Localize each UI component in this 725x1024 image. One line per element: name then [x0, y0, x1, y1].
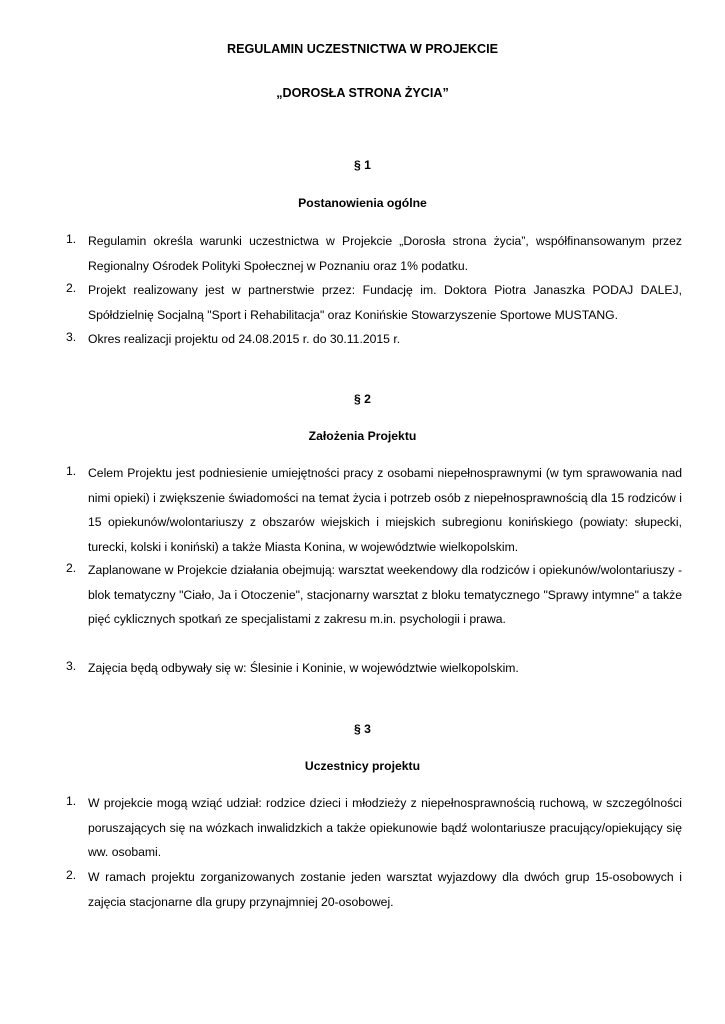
list-item-text: W projekcie mogą wziąć udział: rodzice dzieci i młodzieży z niepełnosprawnością ruchową, w szczególności poruszających się na wózkach inwalidzkich a także opiekunowie bądź wolontariusze pracujący/opiekujący się ww. osobami. — [88, 796, 682, 860]
section-3-heading: Uczestnicy projektu — [304, 759, 421, 773]
section-1-symbol: § 1 — [354, 158, 371, 172]
section-1-heading: Postanowienia ogólne — [298, 196, 427, 210]
list-number: 1. — [66, 794, 77, 808]
list-item-text: Zaplanowane w Projekcie działania obejmują: warsztat weekendowy dla rodziców i opiekunów/wolontariuszy - blok tematyczny "Ciało, Ja i Otoczenie", stacjonarny warsztat z bloku tematycznego "Sprawy intymne" a także pięć cyklicznych spotkań ze specjalistami z zakresu m.in. psychologii i prawa. — [88, 563, 682, 627]
list-item-text: W ramach projektu zorganizowanych zostanie jeden warsztat wyjazdowy dla dwóch grup 15-osobowych i zajęcia stacjonarne dla grupy przynajmniej 20-osobowej. — [88, 870, 682, 909]
list-item-text: Regulamin określa warunki uczestnictwa w Projekcie „Dorosła strona życia”, współfinansowanym przez Regionalny Ośrodek Polityki Społecznej w Poznaniu oraz 1% podatku. — [88, 234, 682, 273]
list-number: 2. — [66, 561, 77, 575]
list-item-text: Projekt realizowany jest w partnerstwie przez: Fundację im. Doktora Piotra Janaszka PODAJ DALEJ, Spółdzielnię Socjalną "Sport i Rehabilitacja" oraz Konińskie Stowarzyszenie Sportowe MUSTANG. — [88, 283, 682, 322]
list-item-text: Okres realizacji projektu od 24.08.2015 r. do 30.11.2015 r. — [88, 332, 401, 346]
section-3-symbol: § 3 — [354, 722, 371, 736]
list-number: 2. — [66, 281, 77, 295]
list-number: 1. — [66, 232, 77, 246]
list-number: 2. — [66, 868, 77, 882]
list-item-text: Celem Projektu jest podniesienie umiejętności pracy z osobami niepełnosprawnymi (w tym sprawowania nad nimi opieki) i zwiększenie świadomości na temat życia i potrzeb osób z niepełnosprawnością dla 15 rodziców i 15 opiekunów/wolontariuszy z obszarów wiejskich i miejskich subregionu konińskiego (powiaty: słupecki, turecki, kolski i koniński) a także Miasta Konina, w województwie wielkopolskim. — [88, 466, 682, 554]
document-title: REGULAMIN UCZESTNICTWA W PROJEKCIE — [227, 42, 498, 56]
list-item-text: Zajęcia będą odbywały się w: Ślesinie i Koninie, w województwie wielkopolskim. — [88, 661, 519, 675]
section-2-symbol: § 2 — [354, 392, 371, 406]
list-number: 3. — [66, 659, 77, 673]
list-number: 3. — [66, 330, 77, 344]
section-2-heading: Założenia Projektu — [308, 429, 417, 443]
project-name: „DOROSŁA STRONA ŻYCIA” — [276, 86, 449, 100]
list-number: 1. — [66, 464, 77, 478]
